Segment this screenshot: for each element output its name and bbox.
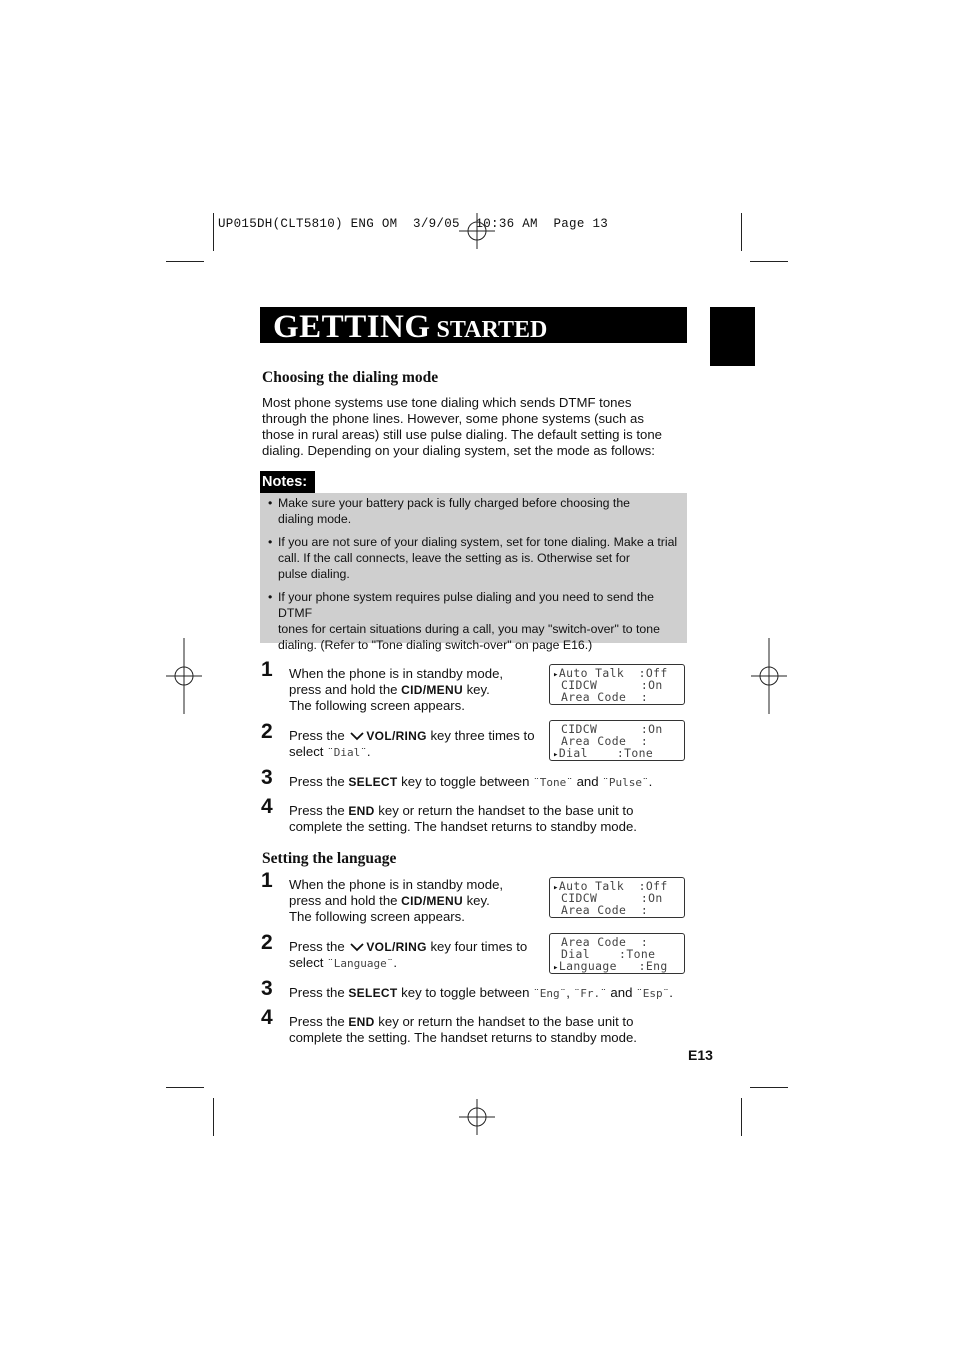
step-text: Press the SELECT key to toggle between ¨Eng¨, ¨Fr.¨ and ¨Esp¨. [289, 985, 673, 1000]
chevron-down-icon [350, 732, 364, 741]
section-heading-language: Setting the language [262, 850, 397, 867]
step-number: 4 [261, 795, 273, 818]
lcd-screen: CIDCW :On Area Code : ▸Dial :Tone [549, 720, 685, 761]
chevron-down-icon [350, 943, 364, 952]
note-item: • Make sure your battery pack is fully charged before choosing the dialing mode. [268, 496, 631, 526]
crop-mark [166, 261, 204, 262]
crop-mark [213, 213, 214, 251]
title-main: GETTING [273, 309, 431, 345]
key-name: VOL/RING [366, 940, 427, 954]
registration-mark-icon [751, 638, 787, 714]
step-number: 4 [261, 1006, 273, 1029]
intro-line: dialing. Depending on your dialing system, set the mode as follows: [262, 443, 655, 458]
intro-paragraph [262, 395, 692, 459]
key-name: SELECT [348, 986, 398, 1000]
crop-mark [213, 1098, 214, 1136]
crop-mark [750, 1087, 788, 1088]
step-text: Press the SELECT key to toggle between ¨Tone¨ and ¨Pulse¨. [289, 774, 653, 789]
step-number: 1 [261, 658, 273, 681]
intro-line: Most phone systems use tone dialing which sends DTMF tones [262, 395, 632, 410]
step-number: 3 [261, 977, 273, 1000]
pointer-icon: ▸ [553, 670, 559, 680]
print-slug: UP015DH(CLT5810) ENG OM 3/9/05 10:36 AM Page 13 [218, 217, 609, 231]
section-tab [710, 307, 755, 366]
bullet: • [268, 535, 273, 549]
step-text: When the phone is in standby mode, press and hold the CID/MENU key. The following screen appears. [289, 877, 504, 924]
step-number: 1 [261, 869, 273, 892]
step-number: 2 [261, 720, 273, 743]
bullet: • [268, 496, 273, 510]
pointer-icon: ▸ [553, 750, 559, 760]
crop-mark [741, 1098, 742, 1136]
key-name: END [348, 804, 375, 818]
step-number: 3 [261, 766, 273, 789]
pointer-icon: ▸ [553, 883, 559, 893]
step-number: 2 [261, 931, 273, 954]
intro-line: through the phone lines. However, some phone systems (such as [262, 411, 644, 426]
registration-mark-icon [459, 213, 495, 249]
page-title [273, 307, 547, 353]
crop-mark [166, 1087, 204, 1088]
key-name: VOL/RING [366, 729, 427, 743]
registration-mark-icon [166, 638, 202, 714]
notes-label: Notes: [260, 471, 315, 493]
step-text: Press the VOL/RING key four times to select ¨Language¨. [289, 939, 528, 970]
step-text: Press the END key or return the handset to the base unit to complete the setting. The handset returns to standby mode. [289, 1014, 637, 1045]
pointer-icon: ▸ [553, 963, 559, 973]
key-name: CID/MENU [401, 894, 463, 908]
crop-mark [741, 213, 742, 251]
page-number: E13 [688, 1047, 713, 1063]
note-item: • If you are not sure of your dialing system, set for tone dialing. Make a trial call. If the call connects, leave the setting as is. Otherwise set for pulse dialing. [268, 535, 678, 581]
key-name: CID/MENU [401, 683, 463, 697]
key-name: SELECT [348, 775, 398, 789]
step-text: Press the VOL/RING key three times to select ¨Dial¨. [289, 728, 535, 759]
step-text: Press the END key or return the handset to the base unit to complete the setting. The handset returns to standby mode. [289, 803, 637, 834]
bullet: • [268, 590, 273, 604]
title-sub: STARTED [436, 317, 548, 343]
crop-mark [750, 261, 788, 262]
lcd-screen: Area Code : Dial :Tone ▸Language :Eng [549, 933, 685, 974]
note-item: • If your phone system requires pulse dialing and you need to send the DTMF tones for certain situations during a call, you may "switch-over" to tone dialing. (Refer to "Tone dialing switch-over" on page E16.) [268, 590, 660, 652]
lcd-screen: ▸Auto Talk :Off CIDCW :On Area Code : [549, 877, 685, 918]
step-text: When the phone is in standby mode, press and hold the CID/MENU key. The following screen appears. [289, 666, 504, 713]
intro-line: those in rural areas) still use pulse dialing. The default setting is tone [262, 427, 663, 442]
lcd-screen: ▸Auto Talk :Off CIDCW :On Area Code : [549, 664, 685, 705]
registration-mark-icon [459, 1099, 495, 1135]
section-heading-dialing-mode: Choosing the dialing mode [262, 369, 439, 386]
key-name: END [348, 1015, 375, 1029]
